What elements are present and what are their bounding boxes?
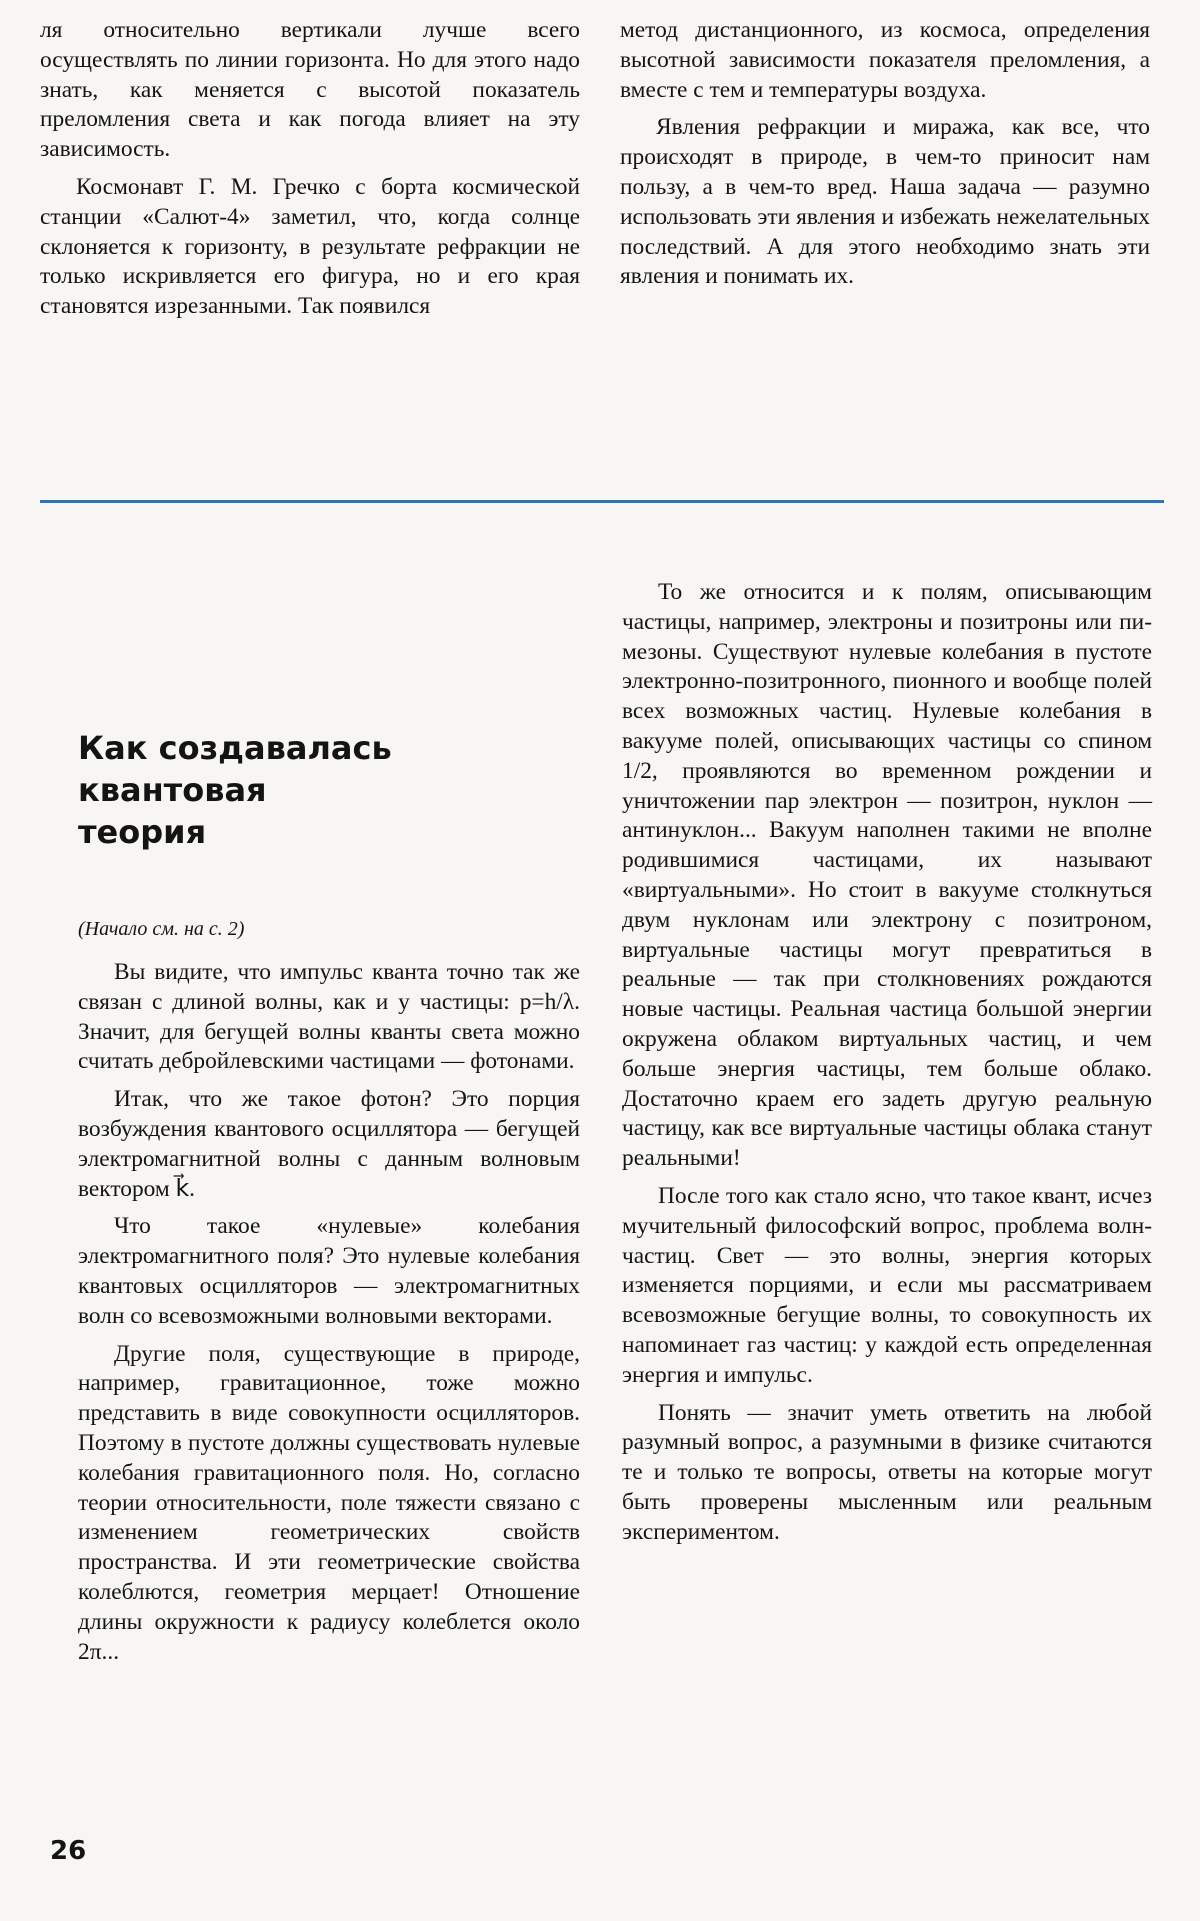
paragraph: Явления рефракции и миража, как все, что происходят в природе, в чем-то приносит нам пользу, а в чем-то вред. Наша задача — разумно использовать эти явления и избежать нежелательных последствий. А для этого необходимо знать эти явления и понимать их.	[620, 114, 1150, 290]
section-divider	[40, 500, 1164, 503]
article-title: Как создавалась квантовая теория	[78, 729, 392, 851]
paragraph: ля относительно вертикали лучше всего осуществлять по линии горизонта. Но для этого надо знать, как меняется с высотой показатель преломления света и как погода влияет на эту зависимость.	[40, 17, 580, 163]
top-left-column	[40, 16, 580, 322]
paragraph: Вы видите, что импульс кванта точно так же связан с длиной волны, как и у частицы: p=h/λ. Значит, для бегущей волны кванты света можно считать дебройлевскими частицами — фотонами.	[78, 959, 580, 1075]
article-left-column	[78, 958, 580, 1667]
paragraph: То же относится и к полям, описывающим частицы, например, электроны и позитроны или пи-мезоны. Существуют нулевые колебания в пустоте электронно-позитронного, пионного и вообще полей всех возможных частиц. Нулевые колебания в вакууме полей, описывающих частицы со спином 1/2, проявляются во временном рождении и уничтожении пар электрон — позитрон, нуклон — антинуклон... Вакуум наполнен такими не вполне родившимися частицами, их называют «виртуальными». Но стоит в вакууме столкнуться двум нуклонам или электрону с позитроном, виртуальные частицы могут превратиться в реальные — так при столкновениях рождаются новые частицы. Реальная частица большой энергии окружена облаком виртуальных частиц, и чем больше энергия частицы, тем больше облако. Достаточно краем его задеть другую реальную частицу, как все виртуальные частицы облака станут реальными!	[622, 579, 1152, 1172]
top-right-column	[620, 16, 1150, 292]
paragraph: метод дистанционного, из космоса, определения высотной зависимости показателя преломления, а вместе с тем и температуры воздуха.	[620, 17, 1150, 103]
paragraph: Что такое «нулевые» колебания электромагнитного поля? Это нулевые колебания квантовых осцилляторов — электромагнитных волн со всевозможными волновыми векторами.	[78, 1213, 580, 1329]
continuation-note: (Начало см. на с. 2)	[78, 918, 245, 940]
paragraph: После того как стало ясно, что такое квант, исчез мучительный философский вопрос, проблема волн-частиц. Свет — это волны, энергия которых изменяется порциями, и если мы рассматриваем всевозможные бегущие волны, то совокупность их напоминает газ частиц: у каждой есть определенная энергия и импульс.	[622, 1182, 1152, 1388]
page-number: 26	[50, 1836, 87, 1866]
paragraph: Итак, что же такое фотон? Это порция возбуждения квантового осциллятора — бегущей электромагнитной волны с данным волновым вектором k⃗.	[78, 1086, 580, 1202]
article-right-column	[622, 578, 1152, 1548]
paragraph: Другие поля, существующие в природе, например, гравитационное, тоже можно представить в виде совокупности осцилляторов. Поэтому в пустоте должны существовать нулевые колебания гравитационного поля. Но, согласно теории относительности, поле тяжести связано с изменением геометрических свойств пространства. И эти геометрические свойства колеблются, геометрия мерцает! Отношение длины окружности к радиусу колеблется около 2π...	[78, 1340, 580, 1665]
paragraph: Понять — значит уметь ответить на любой разумный вопрос, а разумными в физике считаются те и только те вопросы, ответы на которые могут быть проверены мысленным или реальным экспериментом.	[622, 1399, 1152, 1545]
paragraph: Космонавт Г. М. Гречко с борта космической станции «Салют-4» заметил, что, когда солнце склоняется к горизонту, в результате рефракции не только искривляется его фигура, но и его края становятся изрезанными. Так появился	[40, 173, 580, 320]
